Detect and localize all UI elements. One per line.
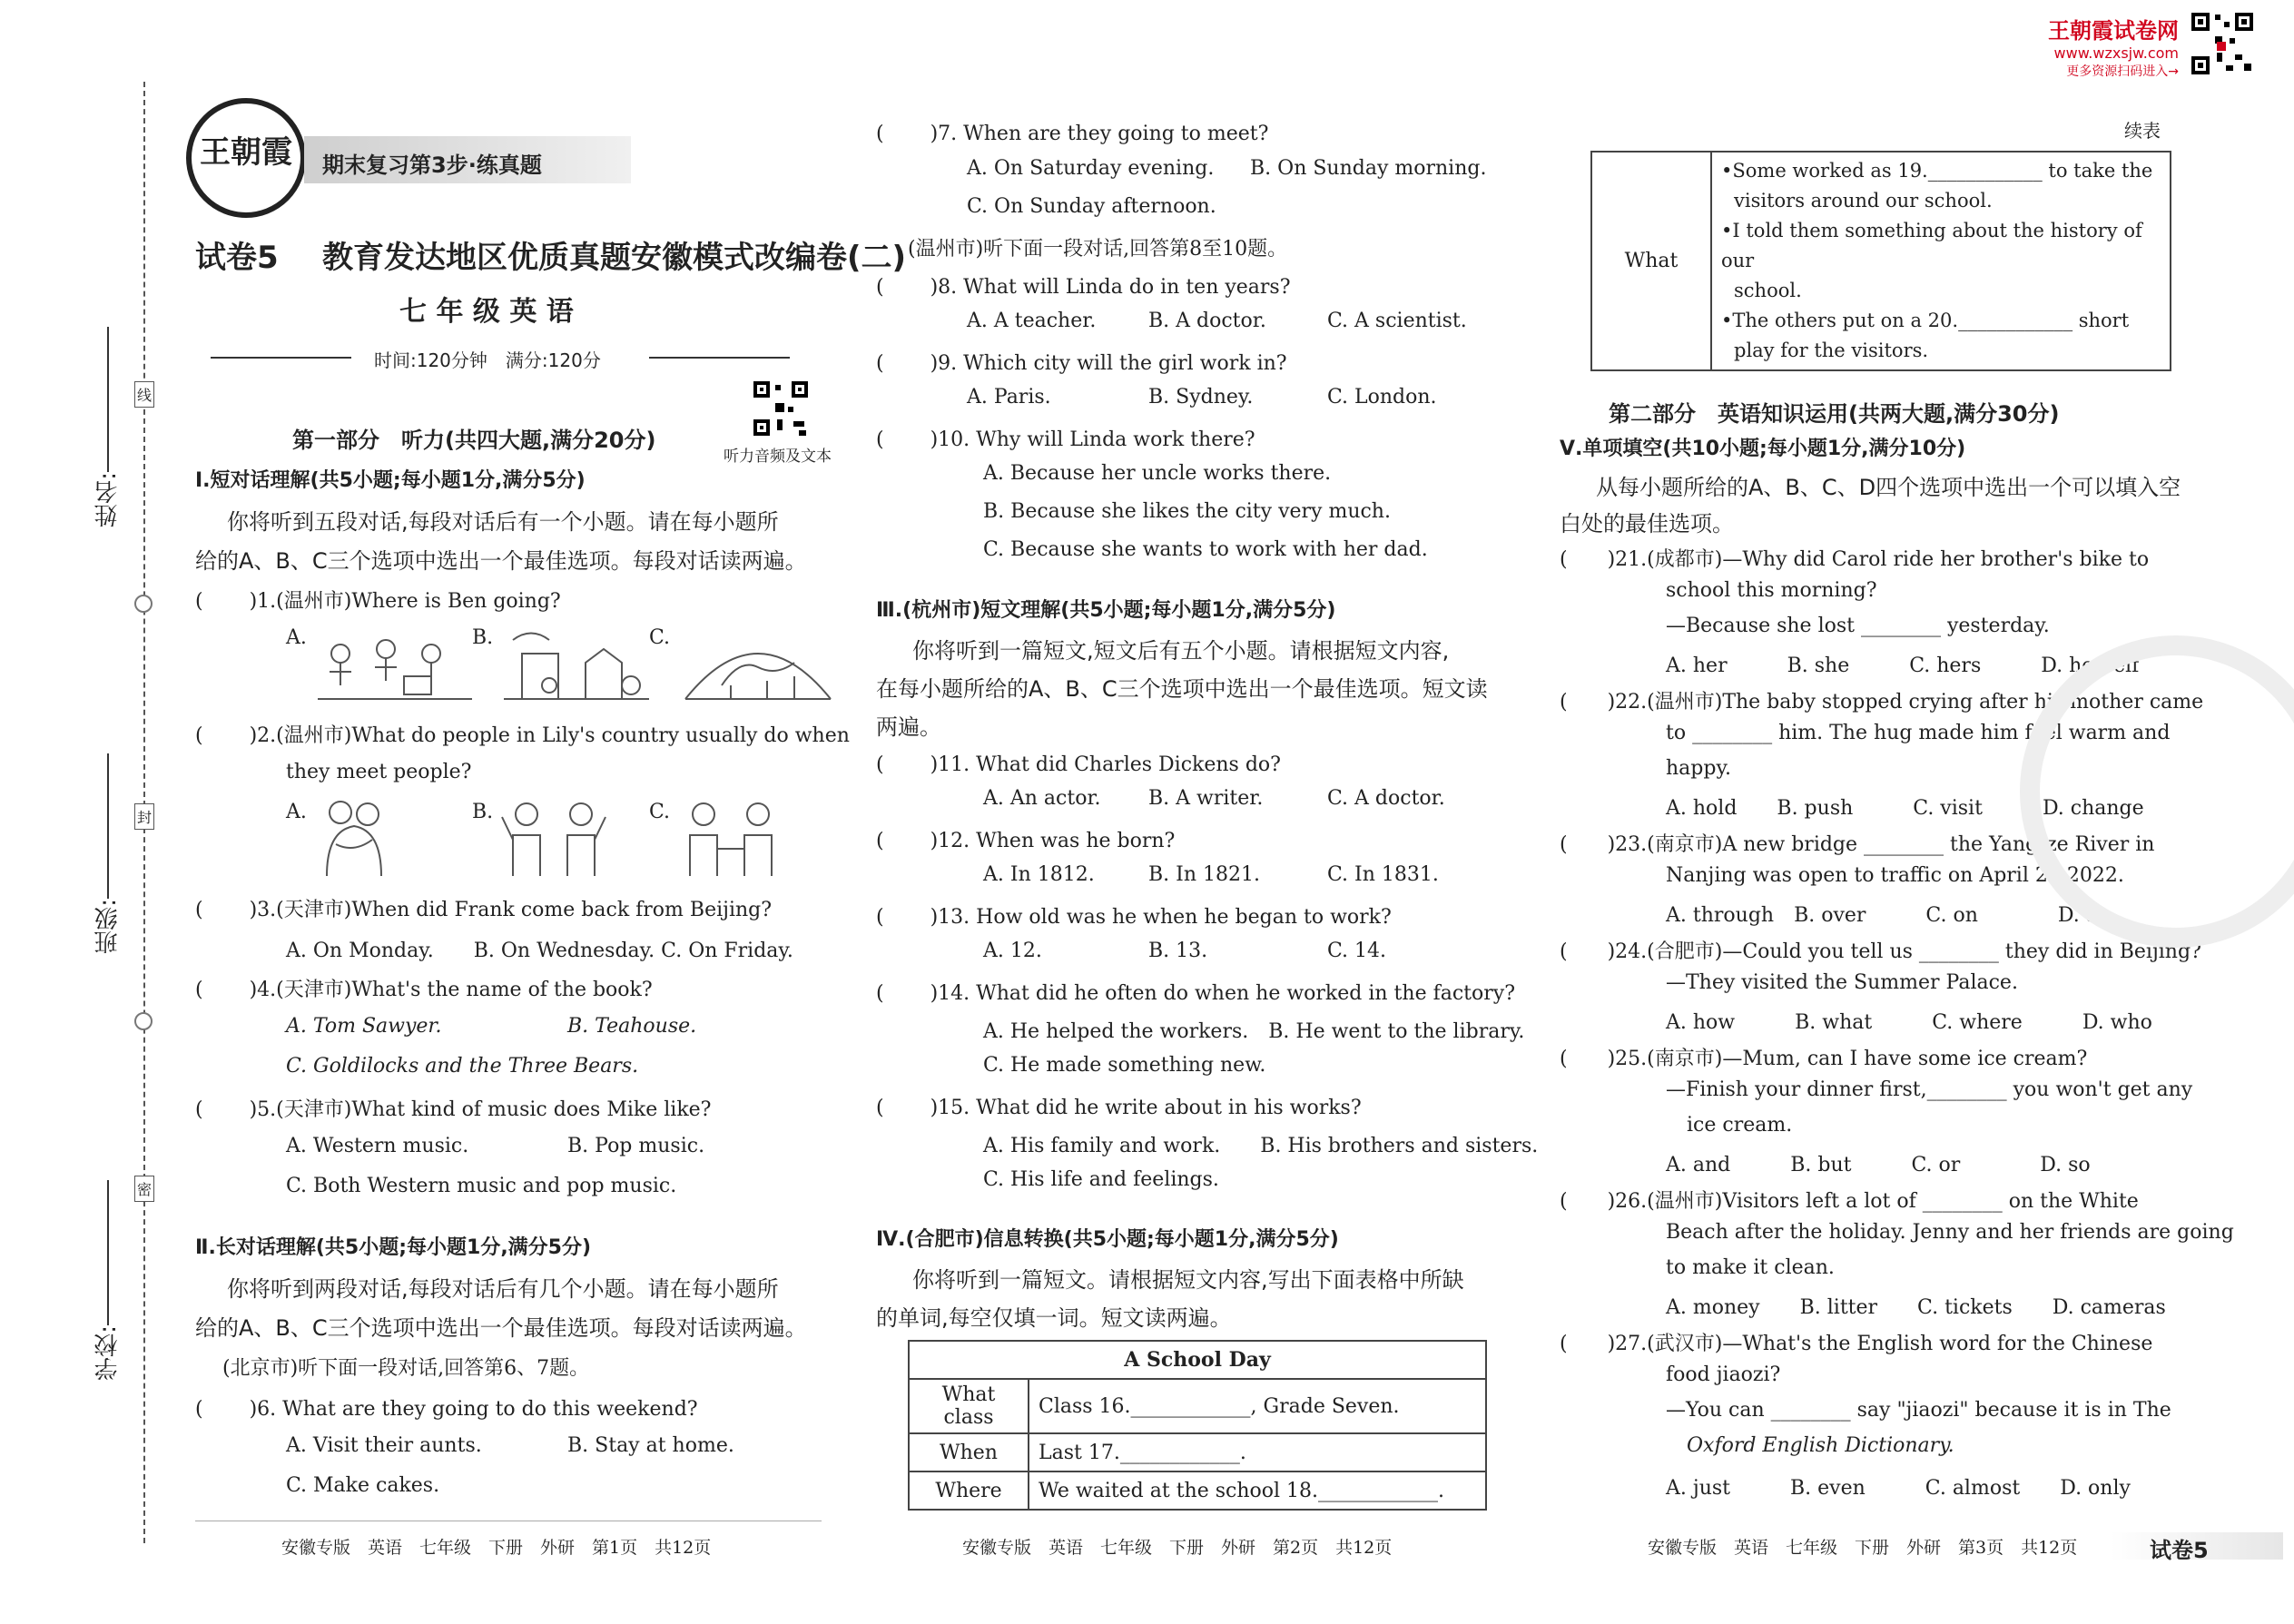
q9-opt-b[interactable]: B. Sydney. [1148,386,1254,408]
brand-sub: 更多资源扫码进入→ [2066,64,2179,79]
seal-mark-line: 线 [134,381,154,408]
q6-opt-a[interactable]: A. Visit their aunts. [286,1434,482,1457]
school-label: 学校: [94,1325,122,1381]
sec4-instr1: 你将听到一篇短文。请根据短文内容,写出下面表格中所缺 [912,1267,1464,1293]
q11-opt-a[interactable]: A. An actor. [983,787,1101,810]
q23-line: Nanjing was open to traffic on April 24,2022. [1666,864,2124,887]
q22-line: happy. [1666,757,1731,780]
time-rule-right [649,357,790,359]
q21-line: school this morning? [1666,579,1877,602]
q2-opt-c-label: C. [649,801,671,823]
sec1-instr1: 你将听到五段对话,每段对话后有一个小题。请在每小题所 [227,509,779,535]
q7-opt-b[interactable]: B. On Sunday morning. [1250,157,1487,180]
q2-image-c-handshake-icon[interactable] [672,794,790,876]
table-row-key: Where [909,1471,1029,1510]
q11-opt-b[interactable]: B. A writer. [1148,787,1264,810]
what-item: •Some worked as 19.____________ to take the [1721,160,2153,182]
q12-opt-a[interactable]: A. In 1812. [983,863,1095,886]
q5-opt-c[interactable]: C. Both Western music and pop music. [286,1175,677,1197]
question-10[interactable]: ( )10. Why will Linda work there? [876,428,1255,451]
brand-url: www.wzxsjw.com [2053,44,2179,62]
q13-opt-b[interactable]: B. 13. [1148,940,1208,962]
q6-opt-c[interactable]: C. Make cakes. [286,1474,440,1497]
q8-opt-a[interactable]: A. A teacher. [967,310,1097,332]
question-8[interactable]: ( )8. What will Linda do in ten years? [876,276,1291,299]
what-item: visitors around our school. [1734,190,1993,212]
school-day-table-title: A School Day [909,1341,1486,1379]
seal-mark-secret: 密 [134,1176,154,1202]
q15-opt-c[interactable]: C. His life and feelings. [983,1168,1219,1191]
q5-opt-a[interactable]: A. Western music. [286,1135,469,1157]
what-cell[interactable] [1711,152,2171,370]
q25-line[interactable]: ( )25.(南京市)—Mum, can I have some ice cream? [1560,1048,2088,1070]
school-field[interactable] [107,1180,109,1325]
sec2-heading: Ⅱ.长对话理解(共5小题;每小题1分,满分5分) [195,1236,592,1259]
q22-options[interactable]: A. hold B. push C. visit D. change [1666,797,2144,820]
q24-line: —They visited the Summer Palace. [1666,971,2018,994]
question-2-cont: they meet people? [286,761,472,783]
what-item: •I told them something about the history of our [1721,220,2142,271]
binding-hole-icon [134,1012,153,1030]
q12-opt-c[interactable]: C. In 1831. [1327,863,1439,886]
q26-line: to make it clean. [1666,1256,1835,1279]
question-4[interactable]: ( )4.(天津市)What's the name of the book? [195,979,653,1001]
question-15[interactable]: ( )15. What did he write about in his works? [876,1097,1362,1119]
part1-title: 第一部分 听力(共四大题,满分20分) [292,428,656,453]
audio-qr-code-icon[interactable] [752,379,810,438]
sec1-heading: Ⅰ.短对话理解(共5小题;每小题1分,满分5分) [195,469,586,492]
sec5-heading: Ⅴ.单项填空(共10小题;每小题1分,满分10分) [1560,438,1966,460]
q1-image-c-museum-icon[interactable] [676,617,840,699]
logo-seal-icon [186,98,306,218]
q9-opt-a[interactable]: A. Paris. [967,386,1051,408]
review-banner-text: 期末复习第3步·练真题 [322,153,542,178]
q13-opt-a[interactable]: A. 12. [983,940,1042,962]
question-7[interactable]: ( )7. When are they going to meet? [876,123,1269,145]
table-continued: 续表 [2124,120,2161,142]
sec3-instr3: 两遍。 [876,714,941,740]
q24-options[interactable]: A. how B. what C. where D. who [1666,1011,2152,1034]
q2-image-a-hug-icon[interactable] [309,794,399,876]
q25-options[interactable]: A. and B. but C. or D. so [1666,1154,2091,1176]
name-label: 姓名: [94,472,122,527]
question-13[interactable]: ( )13. How old was he when he began to work? [876,906,1392,929]
q10-opt-a[interactable]: A. Because her uncle works there. [983,462,1332,485]
page2-footer: 安徽专版 英语 七年级 下册 外研 第2页 共12页 [962,1538,1393,1558]
q11-opt-c[interactable]: C. A doctor. [1327,787,1445,810]
q4-opt-c[interactable]: C. Goldilocks and the Three Bears. [286,1055,639,1078]
question-6[interactable]: ( )6. What are they going to do this weekend? [195,1398,698,1421]
q1-opt-c-label: C. [649,626,671,649]
part2-title: 第二部分 英语知识运用(共两大题,满分30分) [1609,401,2060,427]
q26-options[interactable]: A. money B. litter C. tickets D. cameras [1666,1296,2166,1319]
q10-opt-c[interactable]: C. Because she wants to work with her dad. [983,538,1428,561]
binding-hole-icon [134,595,153,613]
table-row-value-16[interactable]: Class 16.____________, Grade Seven. [1029,1379,1486,1433]
question-11[interactable]: ( )11. What did Charles Dickens do? [876,753,1281,776]
question-9[interactable]: ( )9. Which city will the girl work in? [876,352,1287,375]
sec5-instr1: 从每小题所给的A、B、C、D四个选项中选出一个可以填入空 [1596,475,2181,500]
sec2-intro-8-10: (温州市)听下面一段对话,回答第8至10题。 [908,238,1288,261]
qr-caption: 听力音频及文本 [724,448,832,466]
brand-logo[interactable] [1997,13,2179,80]
q27-line: —You can ________ say "jiaozi" because it is in The [1666,1399,2171,1422]
question-14[interactable]: ( )14. What did he often do when he worked in the factory? [876,982,1515,1005]
name-field[interactable] [107,327,109,472]
q13-opt-c[interactable]: C. 14. [1327,940,1387,962]
q24-line[interactable]: ( )24.(合肥市)—Could you tell us ________ they did in Beijing? [1560,940,2201,963]
q4-opt-a[interactable]: A. Tom Sawyer. [286,1015,442,1038]
q8-opt-c[interactable]: C. A scientist. [1327,310,1467,332]
q7-opt-a[interactable]: A. On Saturday evening. [967,157,1215,180]
sec3-heading: Ⅲ.(杭州市)短文理解(共5小题;每小题1分,满分5分) [876,599,1336,622]
q1-image-b-zoo-icon[interactable] [495,622,658,704]
class-field[interactable] [107,753,109,899]
q22-line[interactable]: ( )22.(温州市)The baby stopped crying after his mother came [1560,691,2204,714]
question-5[interactable]: ( )5.(天津市)What kind of music does Mike like? [195,1098,712,1121]
qr-code-icon[interactable] [2190,11,2255,76]
sec4-instr2: 的单词,每空仅填一词。短文读两遍。 [876,1305,1232,1331]
paper-tag: 试卷5 [2150,1538,2209,1563]
sec2-instr2: 给的A、B、C三个选项中选出一个最佳选项。每段对话读两遍。 [195,1315,807,1341]
q25-line: —Finish your dinner first,________ you won't get any [1666,1078,2193,1101]
q4-opt-b[interactable]: B. Teahouse. [567,1015,697,1038]
school-day-table [908,1340,1487,1511]
q14-opt-c[interactable]: C. He made something new. [983,1054,1266,1077]
time-score: 时间:120分钟 满分:120分 [374,349,601,371]
what-item: play for the visitors. [1734,340,1929,361]
q27-line: Oxford English Dictionary. [1687,1434,1954,1457]
q26-line: Beach after the holiday. Jenny and her friends are going [1666,1221,2234,1244]
q21-options[interactable]: A. her B. she C. hers D. herself [1666,655,2140,677]
page3-footer: 安徽专版 英语 七年级 下册 外研 第3页 共12页 [1648,1538,2078,1558]
sec3-instr2: 在每小题所给的A、B、C三个选项中选出一个最佳选项。短文读 [876,676,1488,702]
q26-line[interactable]: ( )26.(温州市)Visitors left a lot of ________ on the White [1560,1190,2139,1213]
sec2-intro-6-7: (北京市)听下面一段对话,回答第6、7题。 [222,1357,590,1380]
table-row-value-18[interactable]: We waited at the school 18.____________. [1029,1471,1486,1510]
q25-line: ice cream. [1687,1114,1793,1137]
sec5-instr2: 白处的最佳选项。 [1560,511,1734,536]
table-row-key: What class [909,1379,1029,1433]
page1-footer: 安徽专版 英语 七年级 下册 外研 第1页 共12页 [281,1538,712,1558]
sec3-instr1: 你将听到一篇短文,短文后有五个小题。请根据短文内容, [912,638,1450,664]
question-1[interactable]: ( )1.(温州市)Where is Ben going? [195,590,561,613]
paper-title: 教育发达地区优质真题安徽模式改编卷(二) [322,240,907,276]
table-row-key: When [909,1433,1029,1471]
what-item: school. [1734,280,1802,301]
q5-opt-b[interactable]: B. Pop music. [567,1135,705,1157]
paper-number: 试卷5 [195,240,279,276]
table-row-value-17[interactable]: Last 17.____________. [1029,1433,1486,1471]
what-label: What [1591,152,1711,370]
q1-opt-a-label: A. [286,626,307,649]
q2-opt-a-label: A. [286,801,307,823]
q21-line: —Because she lost ________ yesterday. [1666,615,2050,637]
sec2-instr1: 你将听到两段对话,每段对话后有几个小题。请在每小题所 [227,1276,779,1302]
q22-line: to ________ him. The hug made him feel warm and [1666,722,2171,744]
q27-line: food jiaozi? [1666,1363,1781,1386]
question-3[interactable]: ( )3.(天津市)When did Frank come back from Beijing? [195,899,773,921]
q9-opt-c[interactable]: C. London. [1327,386,1437,408]
q14-opt-ab[interactable]: A. He helped the workers. B. He went to the library. [983,1020,1525,1043]
question-2[interactable]: ( )2.(温州市)What do people in Lily's country usually do when [195,724,850,747]
q8-opt-b[interactable]: B. A doctor. [1148,310,1266,332]
what-item: •The others put on a 20.____________ short [1721,310,2130,331]
q27-line[interactable]: ( )27.(武汉市)—What's the English word for the Chinese [1560,1333,2153,1355]
sec1-instr2: 给的A、B、C三个选项中选出一个最佳选项。每段对话读两遍。 [195,548,807,574]
q1-opt-b-label: B. [472,626,494,649]
q23-options[interactable]: A. through B. over C. on D. at [1666,904,2106,927]
seal-mark-seal: 封 [134,803,154,830]
q27-options[interactable]: A. just B. even C. almost D. only [1666,1477,2131,1500]
school-day-table-continued [1590,151,2171,371]
q6-opt-b[interactable]: B. Stay at home. [567,1434,734,1457]
review-banner [304,136,631,183]
logo-text: 王朝霞 [200,134,292,171]
q1-image-a-park-icon[interactable] [313,626,477,708]
q15-opt-ab[interactable]: A. His family and work. B. His brothers and sisters. [983,1135,1539,1157]
time-rule-left [211,357,351,359]
q2-opt-b-label: B. [472,801,494,823]
q2-image-b-wave-icon[interactable] [495,794,613,876]
q12-opt-b[interactable]: B. In 1821. [1148,863,1260,886]
q21-line[interactable]: ( )21.(成都市)—Why did Carol ride her brother's bike to [1560,548,2150,571]
q7-opt-c[interactable]: C. On Sunday afternoon. [967,195,1216,218]
sec4-heading: Ⅳ.(合肥市)信息转换(共5小题;每小题1分,满分5分) [876,1228,1339,1251]
class-label: 班级: [94,899,122,954]
question-12[interactable]: ( )12. When was he born? [876,830,1176,852]
q10-opt-b[interactable]: B. Because she likes the city very much. [983,500,1391,523]
q23-line[interactable]: ( )23.(南京市)A new bridge ________ the Yangtze River in [1560,833,2155,856]
subject-title: 七 年 级 英 语 [399,296,574,328]
q3-options[interactable]: A. On Monday. B. On Wednesday. C. On Friday. [286,940,793,962]
brand-main: 王朝霞试卷网 [2048,18,2179,44]
